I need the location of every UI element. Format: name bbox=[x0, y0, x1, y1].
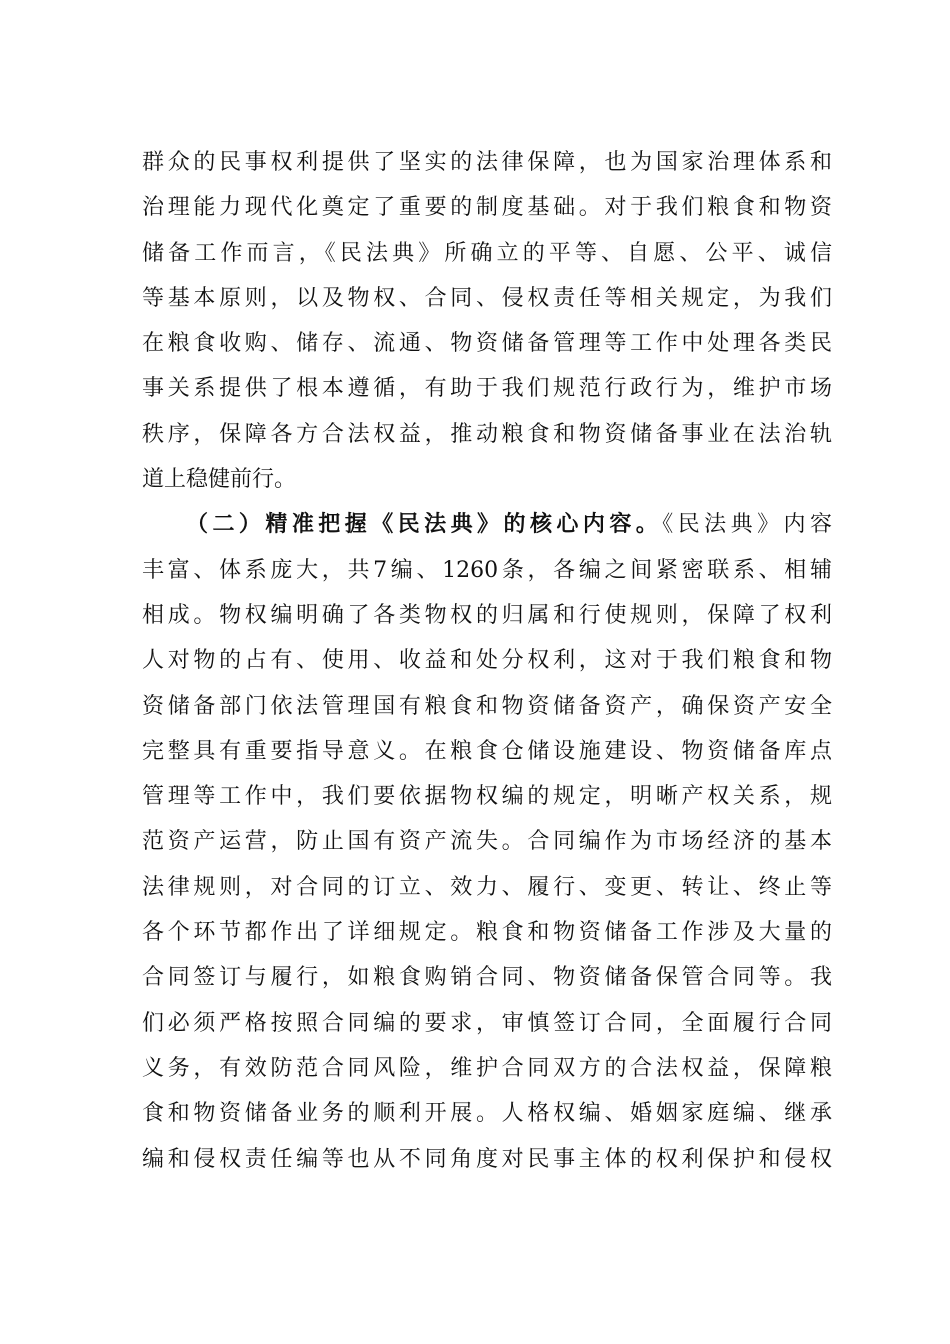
document-body bbox=[142, 140, 832, 1182]
text-line: 们必须严格按照合同编的要求，审慎签订合同，全面履行合同 bbox=[142, 1010, 832, 1036]
text-line: 人对物的占有、使用、收益和处分权利，这对于我们粮食和物 bbox=[142, 648, 832, 674]
text-line: 资储备部门依法管理国有粮食和物资储备资产，确保资产安全 bbox=[142, 693, 832, 719]
text-line: 范资产运营，防止国有资产流失。合同编作为市场经济的基本 bbox=[142, 829, 832, 855]
paragraph-1 bbox=[142, 140, 832, 502]
text-line: 治理能力现代化奠定了重要的制度基础。对于我们粮食和物资 bbox=[142, 195, 832, 221]
text-line: 储备工作而言，《民法典》所确立的平等、自愿、公平、诚信 bbox=[142, 240, 832, 266]
text-line: 法律规则，对合同的订立、效力、履行、变更、转让、终止等 bbox=[142, 874, 832, 900]
text-span: 《民法典》内容 bbox=[662, 512, 832, 538]
text-line: 义务，有效防范合同风险，维护合同双方的合法权益，保障粮 bbox=[142, 1055, 832, 1081]
text-line: 等基本原则，以及物权、合同、侵权责任等相关规定，为我们 bbox=[142, 285, 832, 311]
text-line: 在粮食收购、储存、流通、物资储备管理等工作中处理各类民 bbox=[142, 331, 832, 357]
text-line: 编和侵权责任编等也从不同角度对民事主体的权利保护和侵权 bbox=[142, 1146, 832, 1172]
text-line: 事关系提供了根本遵循，有助于我们规范行政行为，维护市场 bbox=[142, 376, 832, 402]
text-line: 道上稳健前行。 bbox=[142, 467, 297, 493]
text-line: 各个环节都作出了详细规定。粮食和物资储备工作涉及大量的 bbox=[142, 920, 832, 946]
text-line: 秩序，保障各方合法权益，推动粮食和物资储备事业在法治轨 bbox=[142, 421, 832, 447]
text-line: 群众的民事权利提供了坚实的法律保障，也为国家治理体系和 bbox=[142, 150, 832, 175]
text-line: 完整具有重要指导意义。在粮食仓储设施建设、物资储备库点 bbox=[142, 738, 832, 764]
text-line: 丰富、体系庞大，共7编、1260条，各编之间紧密联系、相辅 bbox=[142, 557, 832, 583]
section-heading: （二）精准把握《民法典》的核心内容。 bbox=[186, 511, 663, 538]
text-line: 食和物资储备业务的顺利开展。人格权编、婚姻家庭编、继承 bbox=[142, 1101, 832, 1127]
text-line: 合同签订与履行，如粮食购销合同、物资储备保管合同等。我 bbox=[142, 965, 832, 991]
section-heading-line bbox=[142, 502, 832, 547]
paragraph-2 bbox=[142, 502, 832, 1181]
text-line: 相成。物权编明确了各类物权的归属和行使规则，保障了权利 bbox=[142, 602, 832, 628]
text-line: 管理等工作中，我们要依据物权编的规定，明晰产权关系，规 bbox=[142, 784, 832, 810]
